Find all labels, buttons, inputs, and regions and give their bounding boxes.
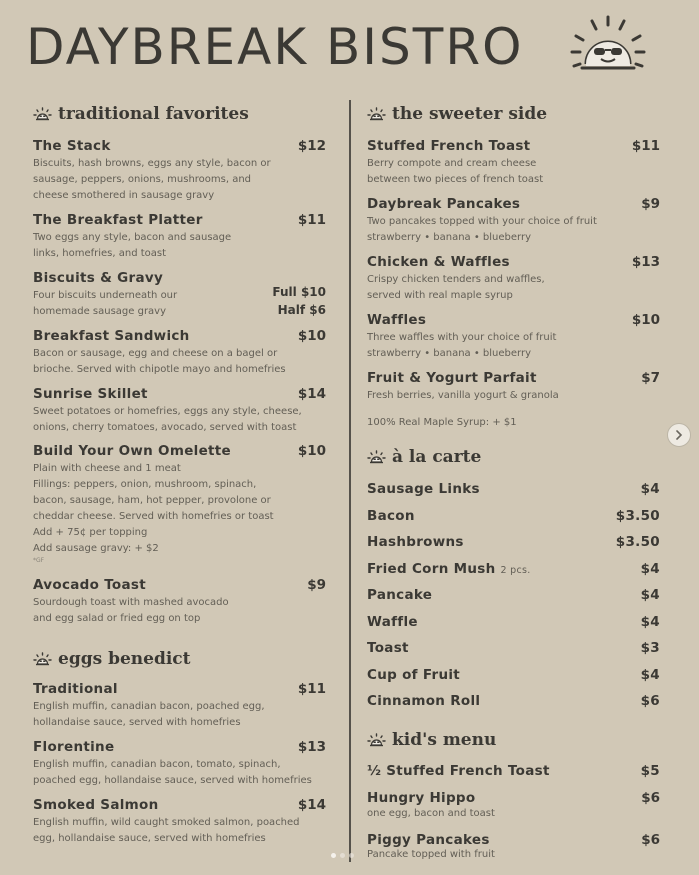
item-description: Two eggs any style, bacon and sausage links, homefries, and toast xyxy=(33,232,232,259)
item-addon: Add sausage gravy: + $2 xyxy=(33,543,159,554)
carousel-dots xyxy=(331,853,354,858)
item-description: Crispy chicken tenders and waffles, served with real maple syrup xyxy=(367,274,545,301)
section-kids-menu xyxy=(367,730,496,750)
menu-item xyxy=(33,797,326,847)
a-la-carte-item xyxy=(367,693,660,709)
gluten-free-mark: *GF xyxy=(33,557,45,564)
item-price: $14 xyxy=(297,797,326,813)
column-divider xyxy=(349,100,351,862)
section-heading: eggs benedict xyxy=(58,649,191,669)
item-price: $13 xyxy=(631,254,660,270)
item-name: Stuffed French Toast xyxy=(367,138,531,154)
item-price: $4 xyxy=(640,667,660,683)
menu-item xyxy=(33,212,326,262)
menu-item xyxy=(33,681,326,731)
item-description: Berry compote and cream cheese between two pieces of french toast xyxy=(367,158,544,185)
menu-item xyxy=(33,138,326,204)
a-la-carte-item xyxy=(367,508,660,524)
item-name: Bacon xyxy=(367,508,415,524)
sun-icon xyxy=(33,107,52,121)
item-price: $6 xyxy=(641,832,660,848)
item-name: Piggy Pancakes xyxy=(367,832,490,848)
kids-item xyxy=(367,790,660,822)
item-price: $11 xyxy=(297,212,326,228)
sun-icon xyxy=(367,733,386,747)
a-la-carte-item xyxy=(367,640,660,656)
menu-item xyxy=(367,312,660,362)
menu-item xyxy=(33,386,326,436)
item-description: Pancake topped with fruit xyxy=(367,849,495,860)
a-la-carte-item xyxy=(367,667,660,683)
item-price: $9 xyxy=(641,196,660,212)
item-name: Hashbrowns xyxy=(367,534,464,550)
item-name: The Stack xyxy=(33,138,111,154)
item-price: $3 xyxy=(640,640,660,656)
item-price: $4 xyxy=(640,561,660,577)
item-description: Plain with cheese and 1 meat xyxy=(33,463,181,474)
item-price: $9 xyxy=(307,577,326,593)
item-name: Smoked Salmon xyxy=(33,797,159,813)
item-price: $14 xyxy=(297,386,326,402)
next-arrow-icon xyxy=(674,430,684,440)
item-price: $7 xyxy=(641,370,660,386)
item-description: English muffin, wild caught smoked salmon, poached egg, hollandaise sauce, served with homefries xyxy=(33,817,300,844)
item-name: Pancake xyxy=(367,587,433,603)
kids-item xyxy=(367,832,660,861)
item-description: Sourdough toast with mashed avocado and egg salad or fried egg on top xyxy=(33,597,229,624)
menu-item xyxy=(33,270,326,320)
item-name: The Breakfast Platter xyxy=(33,212,203,228)
menu-item xyxy=(33,739,326,789)
item-name: Hungry Hippo xyxy=(367,790,476,806)
item-price: $11 xyxy=(297,681,326,697)
item-price: $11 xyxy=(631,138,660,154)
carousel-dot[interactable] xyxy=(331,853,336,858)
item-description: English muffin, canadian bacon, tomato, spinach, poached egg, hollandaise sauce, served with homefries xyxy=(33,759,312,786)
section-heading: traditional favorites xyxy=(58,104,249,124)
item-name: Waffle xyxy=(367,614,418,630)
item-fruit-options: strawberry • banana • blueberry xyxy=(367,232,532,243)
page-title: DAYBREAK BISTRO xyxy=(26,18,524,76)
a-la-carte-item xyxy=(367,587,660,603)
item-quantity: 2 pcs. xyxy=(500,565,531,576)
item-price: $10 xyxy=(297,443,326,459)
syrup-note: 100% Real Maple Syrup: + $1 xyxy=(367,417,517,428)
item-description: Fresh berries, vanilla yogurt & granola xyxy=(367,390,559,401)
item-description: Three waffles with your choice of fruit xyxy=(367,332,557,343)
section-heading: the sweeter side xyxy=(392,104,548,124)
item-name: Fruit & Yogurt Parfait xyxy=(367,370,537,386)
carousel-dot[interactable] xyxy=(340,853,345,858)
item-price: $3.50 xyxy=(615,508,660,524)
section-a-la-carte xyxy=(367,447,481,467)
item-price: $12 xyxy=(297,138,326,154)
sun-icon xyxy=(33,652,52,666)
item-name: Build Your Own Omelette xyxy=(33,443,232,459)
item-name: Breakfast Sandwich xyxy=(33,328,190,344)
a-la-carte-item xyxy=(367,534,660,550)
item-description: Bacon or sausage, egg and cheese on a bagel or brioche. Served with chipotle mayo and homefries xyxy=(33,348,286,375)
item-price: $10 xyxy=(297,328,326,344)
item-price: $3.50 xyxy=(615,534,660,550)
menu-item xyxy=(33,328,326,378)
item-price: $4 xyxy=(640,614,660,630)
item-price: $6 xyxy=(640,693,660,709)
next-image-button[interactable] xyxy=(667,423,691,447)
item-name: Chicken & Waffles xyxy=(367,254,510,270)
item-name: Cinnamon Roll xyxy=(367,693,481,709)
item-price: $4 xyxy=(640,481,660,497)
item-name: Cup of Fruit xyxy=(367,667,461,683)
sun-logo-icon xyxy=(568,14,648,76)
item-description: Four biscuits underneath our homemade sausage gravy xyxy=(33,290,178,317)
item-description: English muffin, canadian bacon, poached egg, hollandaise sauce, served with homefries xyxy=(33,701,265,728)
item-description: Two pancakes topped with your choice of fruit xyxy=(367,216,597,227)
item-name: Sunrise Skillet xyxy=(33,386,148,402)
kids-item xyxy=(367,763,660,779)
section-heading: à la carte xyxy=(392,447,482,467)
menu-item xyxy=(367,370,660,404)
item-price-half: Half $6 xyxy=(277,303,326,317)
item-fruit-options: strawberry • banana • blueberry xyxy=(367,348,532,359)
menu-item xyxy=(367,196,660,246)
item-price: $5 xyxy=(640,763,660,779)
item-name: Daybreak Pancakes xyxy=(367,196,521,212)
sun-icon xyxy=(367,450,386,464)
item-price: $4 xyxy=(640,587,660,603)
menu-item xyxy=(367,138,660,188)
item-name: Florentine xyxy=(33,739,115,755)
item-name: Sausage Links xyxy=(367,481,480,497)
section-sweeter-side xyxy=(367,104,547,124)
item-addon: Add + 75¢ per topping xyxy=(33,527,148,538)
item-fillings: Fillings: peppers, onion, mushroom, spinach, bacon, sausage, ham, hot pepper, provolone or cheddar cheese. Served with homefries or toast xyxy=(33,479,274,522)
item-name: Toast xyxy=(367,640,409,656)
carousel-dot[interactable] xyxy=(349,853,354,858)
item-name: Waffles xyxy=(367,312,427,328)
sun-icon xyxy=(367,107,386,121)
section-heading: kid's menu xyxy=(392,730,497,750)
item-description: Biscuits, hash browns, eggs any style, bacon or sausage, peppers, onions, mushrooms, and cheese smothered in sausage gravy xyxy=(33,158,271,201)
section-eggs-benedict xyxy=(33,649,191,669)
menu-item xyxy=(33,577,326,627)
item-price: $13 xyxy=(297,739,326,755)
menu-item xyxy=(33,443,326,564)
item-name: Fried Corn Mush xyxy=(367,561,496,577)
item-price: $6 xyxy=(641,790,660,806)
item-description: Sweet potatoes or homefries, eggs any style, cheese, onions, cherry tomatoes, avocado, served with toast xyxy=(33,406,302,433)
section-traditional-favorites xyxy=(33,104,249,124)
item-price: $10 xyxy=(631,312,660,328)
a-la-carte-item xyxy=(367,481,660,497)
item-name: Avocado Toast xyxy=(33,577,146,593)
menu-item xyxy=(367,254,660,304)
item-name: ½ Stuffed French Toast xyxy=(367,763,550,779)
a-la-carte-item xyxy=(367,614,660,630)
item-description: one egg, bacon and toast xyxy=(367,808,495,819)
a-la-carte-item xyxy=(367,561,660,577)
item-price-full: Full $10 xyxy=(272,285,326,299)
item-name: Traditional xyxy=(33,681,118,697)
item-name: Biscuits & Gravy xyxy=(33,270,164,286)
